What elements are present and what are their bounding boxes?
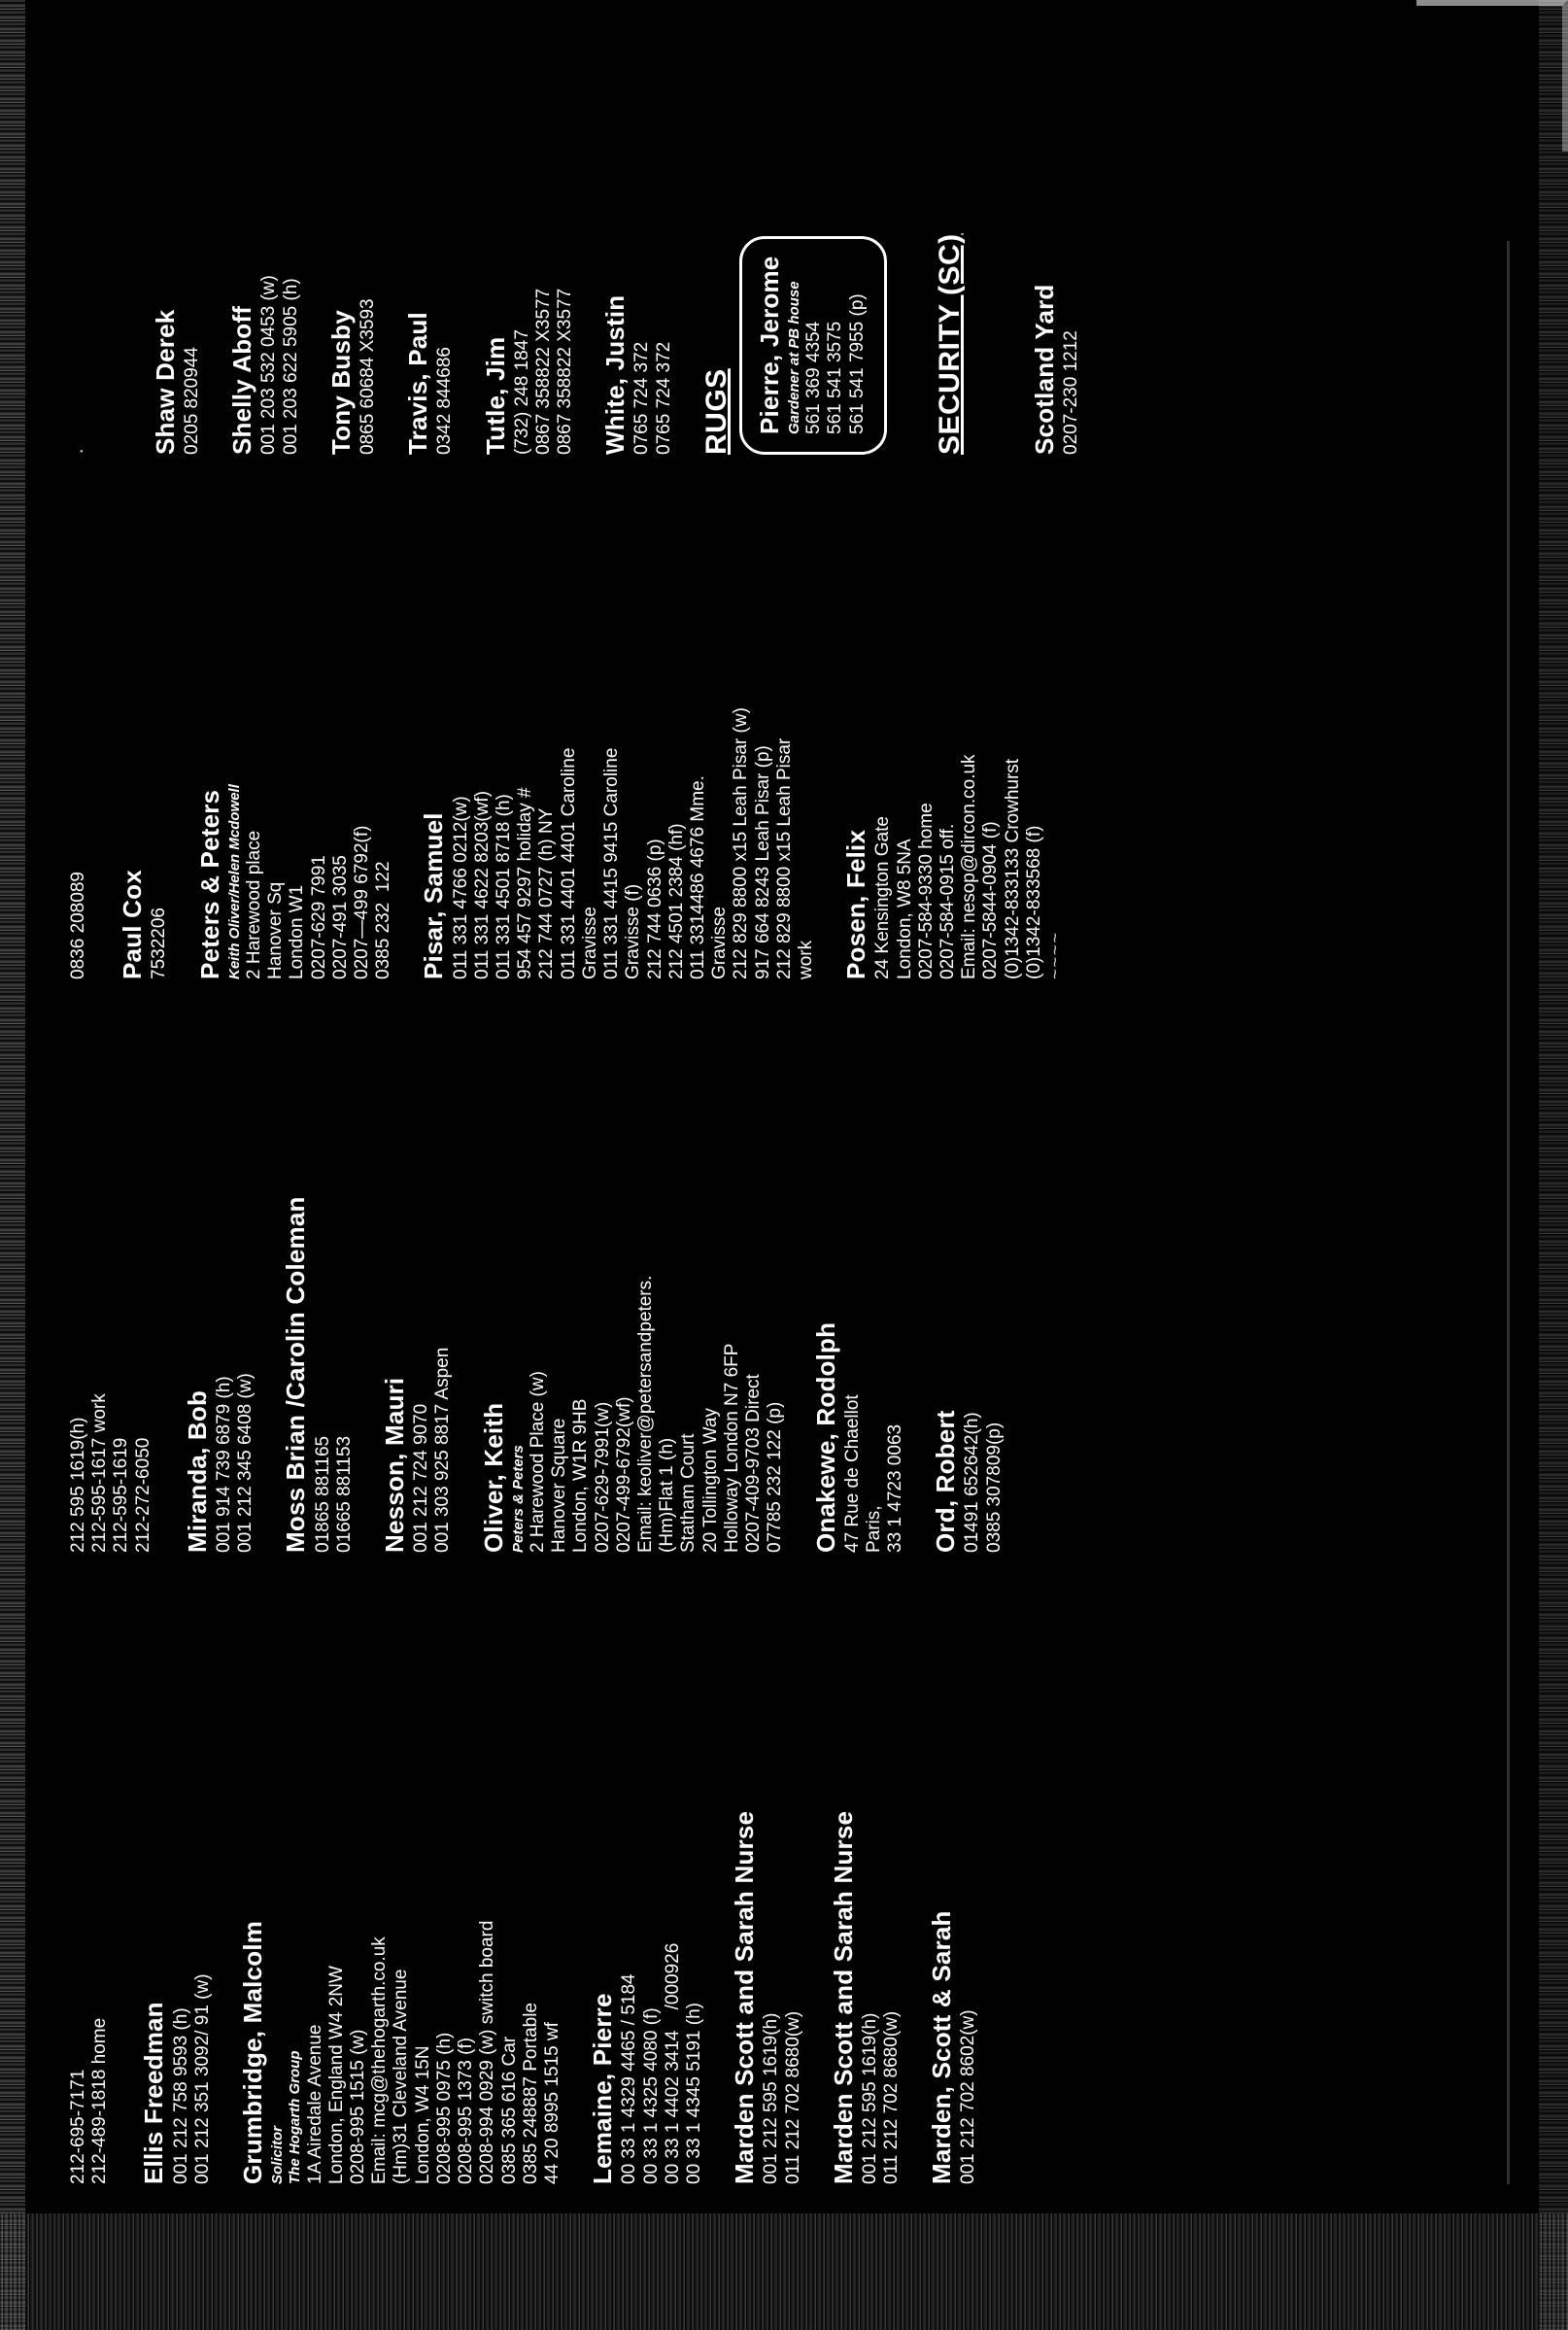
contact-entry — [152, 47, 203, 455]
page-corner — [1416, 0, 1568, 152]
phone-line: 0207-230 1212 — [1060, 330, 1081, 455]
phone-line: 001 914 739 6879 (h) — [213, 1376, 234, 1553]
phone-line: 0208-995 1515 (w) — [348, 2029, 369, 2184]
phone-line: 212-489-1818 home — [89, 2017, 111, 2184]
phone-line: 0836 208089 — [68, 872, 88, 979]
phone-line: 0205 820944 — [182, 347, 203, 455]
address-line: Holloway London N7 6FP — [721, 1343, 742, 1553]
phone-line: 0208-994 0929 (w) switch board — [477, 1920, 498, 2184]
contact-subtitle: Solicitor — [269, 2125, 287, 2184]
phone-line: 954 457 9297 holiday # — [515, 787, 536, 979]
phone-line: 001 212 724 9070 — [411, 1403, 432, 1553]
contact-name: Ellis Freedman — [139, 2002, 169, 2184]
phone-line: 001 203 622 5905 (h) — [280, 278, 301, 455]
phone-line: 0765 724 372 — [653, 341, 674, 455]
contact-name: Nesson, Mauri — [379, 1377, 409, 1553]
address-line: London, W1R 9HB — [570, 1398, 592, 1553]
contact-name: Paul Cox — [118, 870, 148, 979]
phone-line: 00 33 1 4329 4465 / 5184 — [619, 1973, 640, 2184]
contacts-column-far-right — [68, 47, 1108, 455]
contact-entry — [420, 474, 817, 979]
scan-noise-top — [0, 0, 25, 2330]
contact-entry — [1031, 47, 1082, 455]
phone-line: 917 664 8243 Leah Pisar (p) — [752, 745, 773, 979]
phone-line: 011 212 702 8680(w) — [881, 2010, 903, 2184]
phone-line: 0207-491 3035 — [329, 855, 351, 979]
phone-line: 011 3314486 4676 Mme. — [687, 775, 708, 979]
contact-entry — [731, 1582, 804, 2184]
phone-line: 0208-995 1373 (f) — [456, 2037, 477, 2184]
phone-line: 212 829 8800 x15 Leah Pisar (w) — [731, 707, 752, 979]
contact-name: Oliver, Keith — [478, 1402, 508, 1553]
phone-line: 011 331 4766 0212(w) — [450, 796, 471, 979]
contact-entry — [68, 1009, 154, 1553]
contact-note: work — [796, 940, 817, 979]
phone-line: 00 33 1 4402 3414 /000926 — [662, 1942, 683, 2184]
contact-entry — [381, 1009, 455, 1553]
contact-note: Gravisse — [709, 907, 731, 979]
contact-entry — [327, 47, 379, 455]
phone-line: 001 212 595 1619(h) — [859, 2012, 880, 2184]
phone-line: 212-595-1617 work — [89, 1393, 111, 1553]
contact-entry — [601, 47, 675, 455]
phone-line: 001 212 702 8602(w) — [958, 2009, 979, 2184]
phone-line: 0207—499 6792(f) — [352, 825, 372, 979]
phone-line: 01865 881165 — [312, 1435, 333, 1553]
address-line: 24 Kensington Gate — [872, 816, 894, 979]
contact-name: Grumbridge, Malcolm — [237, 1920, 267, 2184]
phone-line: 00 33 1 4345 5191 (h) — [683, 2003, 704, 2184]
phone-line: 001 212 595 1619(h) — [761, 2012, 782, 2184]
phone-line: 33 1 4723 0063 — [885, 1423, 906, 1553]
phone-line: 01491 652642(h) — [962, 1412, 983, 1553]
contact-name: Tony Busby — [325, 310, 356, 455]
contact-name: Marden Scott and Sarah Nurse — [730, 1810, 760, 2184]
phone-line: 561 541 7955 (p) — [846, 293, 868, 434]
contact-name: White, Justin — [600, 294, 631, 455]
contact-entry — [589, 1582, 705, 2184]
phone-line: 212 744 0727 (h) NY — [536, 807, 558, 979]
phone-line: 07785 232 122 (p) — [765, 1401, 786, 1553]
phone-line: 212 595 1619(h) — [68, 1417, 88, 1553]
phone-line: 0207-629-7991(w) — [592, 1401, 613, 1553]
contact-name: Lemaine, Pierre — [588, 1993, 618, 2184]
contact-name: Marden, Scott & Sarah — [927, 1910, 957, 2184]
section-heading: SECURITY (SC) — [933, 233, 966, 455]
phone-line: 0385 365 616 Car — [498, 2036, 520, 2184]
address-line: London, W4 15N — [412, 2045, 433, 2184]
contact-name: Ord, Robert — [931, 1410, 961, 1553]
phone-line: 212-595-1619 — [111, 1437, 132, 1553]
page-fold-line — [1507, 241, 1510, 2184]
contact-name: Marden Scott and Sarah Nurse — [828, 1810, 858, 2184]
contact-name: Scotland Yard — [1029, 284, 1059, 455]
phone-line: 001 212 351 3092/ 91 (w) — [191, 1973, 213, 2184]
contact-entry — [68, 1582, 111, 2184]
section-rugs — [700, 47, 908, 455]
contact-subtitle: Keith Oliver/Helen Mcdowell — [225, 784, 243, 979]
phone-line: 0207-629 7991 — [308, 855, 329, 979]
address-line: 2 Harewood place — [243, 830, 264, 979]
contact-name: Peters & Peters — [194, 789, 224, 979]
phone-line: 0865 60684 X3593 — [357, 298, 378, 455]
contact-entry — [932, 1009, 1006, 1553]
phone-line: 561 541 3575 — [825, 321, 846, 434]
contact-entry — [928, 1582, 979, 2184]
address-line: (Hm)Flat 1 (h) — [657, 1437, 678, 1553]
phone-line: 011 331 4401 4401 Caroline — [558, 747, 579, 979]
contact-name: Miranda, Bob — [182, 1389, 212, 1553]
email-line: Email: mcg@thehogarth.co.uk — [369, 1936, 391, 2184]
contact-name: Shelly Aboff — [227, 305, 257, 455]
phone-line: 44 20 8995 1515 wf — [542, 2022, 562, 2184]
phone-line: 0385 232 122 — [373, 861, 394, 979]
contact-name: Shaw Derek — [151, 309, 180, 455]
phone-line: 0342 844686 — [434, 347, 456, 455]
address-line: (Hm)31 Cleveland Avenue — [391, 1969, 412, 2184]
contact-name: Tutle, Jim — [480, 336, 510, 455]
phone-line: 0867 358822 X3577 — [555, 288, 576, 455]
handwritten-mark: ~~~~ — [1045, 930, 1066, 979]
phone-line: 001 212 758 9593 (h) — [170, 2007, 191, 2184]
boxed-contact-entry — [739, 236, 887, 455]
phone-line: 0207-409-9703 Direct — [743, 1374, 765, 1553]
contact-entry — [196, 474, 395, 979]
contact-note: Gravisse — [579, 907, 600, 979]
contact-entry — [184, 1009, 257, 1553]
phone-line: 0765 724 372 — [631, 341, 653, 455]
contact-entry — [239, 1582, 563, 2184]
phone-line: 0385 248887 Portable — [520, 2003, 541, 2184]
scan-noise-left — [0, 2213, 1568, 2330]
contact-name: Moss Brian /Carolin Coleman — [281, 1196, 311, 1553]
phone-line: 011 212 702 8680(w) — [782, 2010, 803, 2184]
contact-subtitle: Gardener at PB house — [785, 281, 802, 434]
phone-line: 212 4501 2384 (hf) — [665, 823, 687, 979]
address-line: London, England W4 2NW — [325, 1966, 347, 2184]
phone-line: 001 303 925 8817 Aspen — [432, 1347, 454, 1553]
contact-entry — [812, 1009, 907, 1553]
contact-entry — [480, 1009, 787, 1553]
phone-line: 0207-584-0915 off. — [937, 823, 959, 979]
phone-line: 7532206 — [149, 908, 170, 979]
contact-name: Posen, Felix — [841, 829, 871, 979]
contact-organization: The Hogarth Group — [287, 2050, 304, 2184]
address-line: London W1 — [287, 884, 308, 979]
contact-entry — [140, 1582, 214, 2184]
phone-line: 001 212 345 6408 (w) — [235, 1373, 256, 1553]
contact-entry — [830, 1582, 903, 2184]
contact-entry — [228, 47, 302, 455]
contact-name: Pisar, Samuel — [419, 812, 449, 979]
contacts-column-right — [68, 474, 1091, 979]
scan-noise-bottom — [1539, 0, 1568, 2330]
phone-line: 0867 358822 X3577 — [532, 288, 554, 455]
phone-line: 0208-995 0975 (h) — [433, 2032, 455, 2184]
phone-line: 011 331 4501 8718 (h) — [493, 794, 514, 979]
phone-line: 561 369 4354 — [803, 321, 825, 434]
section-heading: RUGS — [699, 368, 733, 455]
contact-name: Pierre, Jerome — [754, 256, 784, 434]
address-line: Statham Court — [678, 1433, 699, 1553]
phone-line: 0207-584-9330 home — [915, 803, 937, 979]
contacts-column-left — [68, 1582, 1006, 2184]
address-line: 20 Tollington Way — [699, 1408, 721, 1553]
phone-line: 212 829 8800 x15 Leah Pisar — [773, 737, 795, 979]
contact-name: Travis, Paul — [403, 312, 433, 455]
address-line: London, W8 5NA — [894, 839, 915, 979]
contact-entry — [404, 47, 456, 455]
contact-organization: Peters & Peters — [509, 1445, 527, 1553]
address-line: 2 Harewood Place (w) — [527, 1371, 548, 1553]
contacts-column-middle — [68, 1009, 1031, 1553]
email-line: Email: keoliver@petersandpeters. — [634, 1275, 656, 1553]
handwritten-mark: · — [68, 447, 92, 455]
contact-entry — [842, 474, 1066, 979]
phone-line: (0)1342-833133 Crowhurst — [1002, 758, 1023, 979]
contact-note: Gravisse (f) — [623, 883, 644, 979]
contact-entry — [482, 47, 577, 455]
phone-line: 00 33 1 4325 4080 (f) — [640, 2007, 662, 2184]
phone-line: 212-695-7171 — [68, 2069, 88, 2184]
phone-line: 0385 307809(p) — [983, 1422, 1005, 1553]
phone-line: (732) 248 1847 — [511, 329, 532, 455]
contact-entry — [68, 474, 89, 979]
phone-line: 001 203 532 0453 (w) — [258, 275, 280, 455]
section-security — [934, 47, 1082, 455]
phone-line: (0)1342-833568 (f) — [1023, 825, 1044, 979]
address-line: 1A Airedale Avenue — [304, 2024, 325, 2184]
address-line: Hanover Square — [549, 1418, 570, 1553]
contact-entry — [119, 474, 170, 979]
contact-entry — [282, 1009, 356, 1553]
phone-line: 212 744 0636 (p) — [644, 839, 665, 979]
email-line: Email: nesop@dircon.co.uk — [959, 754, 980, 979]
phone-line: 0207-499-6792(wf) — [613, 1396, 634, 1553]
address-line: Hanover Sq — [265, 881, 287, 979]
phone-line: 0207-5844-0904 (f) — [980, 821, 1002, 979]
contact-name: Onakewe, Rodolph — [810, 1321, 840, 1553]
address-line: Paris, — [863, 1505, 884, 1553]
phone-line: 011 331 4415 9415 Caroline — [601, 747, 623, 979]
phone-line: 01665 881153 — [333, 1435, 355, 1553]
address-line: 47 Rue de Chaellot — [841, 1394, 863, 1553]
phone-line: 212-272-6050 — [132, 1437, 153, 1553]
phone-line: 011 331 4622 8203(wf) — [471, 790, 493, 979]
